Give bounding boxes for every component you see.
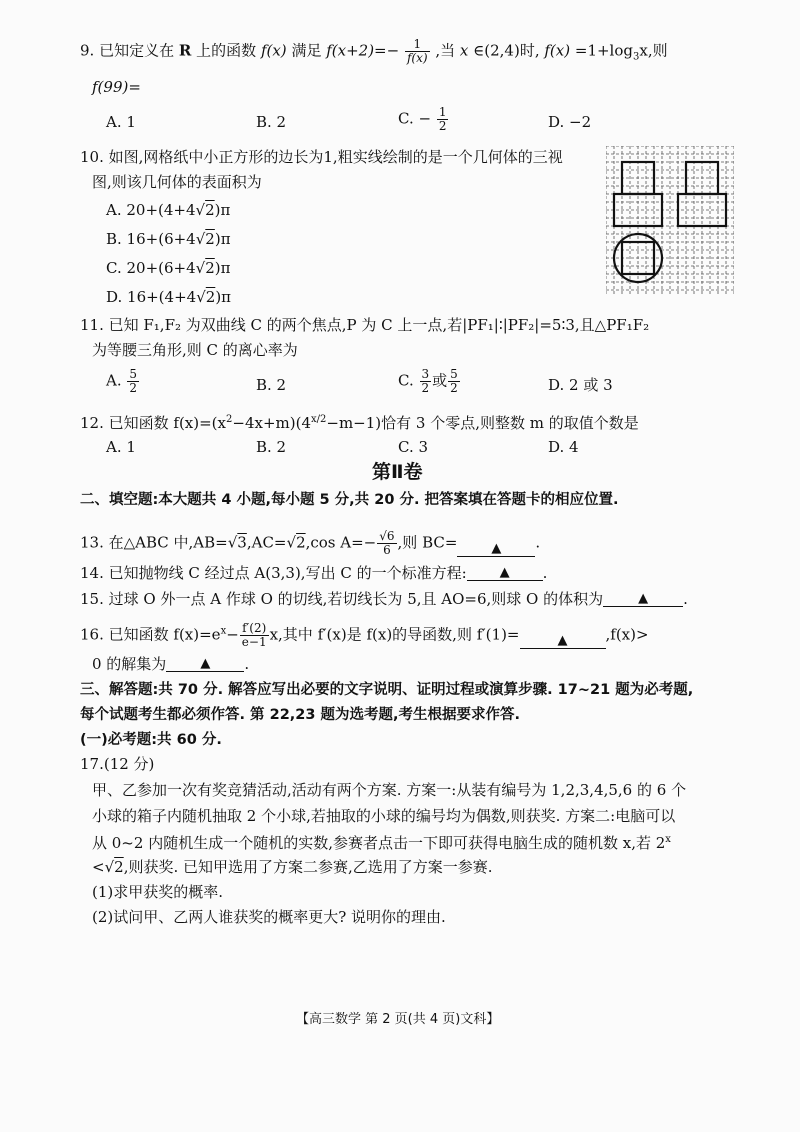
q17-part2: (2)试问甲、乙两人谁获奖的概率更大? 说明你的理由. bbox=[92, 908, 446, 926]
q15-text: 15. 过球 O 外一点 A 作球 O 的切线,若切线长为 5,且 AO=6,则球 O 的体积为 bbox=[80, 590, 604, 608]
q16-line2-text: 0 的解集为 bbox=[92, 655, 167, 673]
q12-sup-frac: x/2 bbox=[311, 414, 327, 425]
q9-frac-num: 1 bbox=[405, 38, 430, 52]
q13-answer-blank[interactable]: ▲ bbox=[457, 541, 535, 557]
required-part-header: (一)必考题:共 60 分. bbox=[80, 732, 222, 748]
q11-option-c bbox=[398, 368, 461, 395]
q11-option-d: D. 2 或 3 bbox=[548, 376, 613, 394]
q17-line3 bbox=[92, 836, 671, 851]
q9-text-a: 已知定义在 bbox=[99, 41, 175, 60]
q14-text: 14. 已知抛物线 C 经过点 A(3,3),写出 C 的一个标准方程: bbox=[80, 564, 467, 582]
q12-option-a: A. 1 bbox=[106, 438, 136, 456]
q12-mid: −4x+m)(4 bbox=[232, 414, 311, 432]
q11-line1: 11. 已知 F₁,F₂ 为双曲线 C 的两个焦点,P 为 C 上一点,若|PF₁|∶|PF₂|=5∶3,且△PF₁F₂ bbox=[80, 316, 650, 334]
q11-a-fraction bbox=[127, 368, 139, 395]
q13-mid2: ,cos A=− bbox=[305, 533, 377, 552]
q17-l4-rad: 2 bbox=[114, 858, 124, 876]
part2-title: 第Ⅱ卷 bbox=[372, 461, 423, 483]
q16-answer-blank-1[interactable]: ▲ bbox=[520, 633, 606, 649]
q9-x: x bbox=[459, 41, 469, 60]
q10-d-rad: 2 bbox=[205, 288, 216, 306]
q9-frac-den: f(x) bbox=[406, 51, 428, 66]
q13-pre: 13. 在△ABC 中,AB= bbox=[80, 533, 228, 552]
q17-l4-pre: < bbox=[92, 858, 105, 876]
q9-option-b: B. 2 bbox=[256, 113, 287, 131]
q10-option-c: C. 20+(6+4√2)π bbox=[106, 259, 231, 277]
q10-option-d: D. 16+(4+4√2)π bbox=[106, 288, 232, 306]
q10-line2: 图,则该几何体的表面积为 bbox=[92, 173, 262, 191]
q10-b-rad: 2 bbox=[205, 230, 215, 248]
q12-pre: 12. 已知函数 f(x)=(x bbox=[80, 414, 226, 432]
q11-c-den2: 2 bbox=[450, 381, 458, 396]
q16-answer-blank-2[interactable]: ▲ bbox=[166, 656, 244, 672]
q9-fraction bbox=[405, 38, 430, 65]
three-view-figure bbox=[606, 146, 734, 294]
q9-option-a: A. 1 bbox=[106, 113, 136, 131]
q16-supx: x bbox=[220, 625, 227, 637]
q9-text-f: =1+log bbox=[574, 41, 633, 60]
q9-text-e: ∈(2,4)时, bbox=[473, 41, 540, 60]
q17-l3-sup: x bbox=[665, 834, 671, 845]
q11-option-a bbox=[106, 368, 140, 395]
q9-optc-den: 2 bbox=[438, 119, 447, 134]
q9-text-g: x,则 bbox=[639, 41, 668, 60]
q11-a-den: 2 bbox=[129, 381, 138, 396]
q9-option-c bbox=[398, 106, 449, 133]
q14-answer-blank[interactable]: ▲ bbox=[467, 565, 543, 581]
q13-frac-num: √6 bbox=[379, 529, 395, 543]
q10-a-rad: 2 bbox=[205, 201, 215, 219]
q17-l3-pre: 从 0~2 内随机生成一个随机的实数,参赛者点击一下即可获得电脑生成的随机数 x,若 2 bbox=[92, 834, 666, 852]
q9-text-d: ,当 bbox=[435, 41, 456, 60]
q13-post: ,则 BC= bbox=[397, 533, 458, 552]
q9-optc-num: 1 bbox=[438, 105, 447, 119]
q9-line1 bbox=[80, 38, 668, 65]
q9-option-c-label: C. − bbox=[398, 109, 432, 128]
q13-line: 13. 在△ABC 中,AB=√3,AC=√2,cos A=− $\frac{√6}{6}$ ,则 BC= ▲ . bbox=[80, 529, 541, 558]
q10-a-post: )π bbox=[214, 201, 231, 219]
q17-part1: (1)求甲获奖的概率. bbox=[92, 883, 224, 901]
q17-line2: 小球的箱子内随机抽取 2 个小球,若抽取的小球的编号均为偶数,则获奖. 方案二:电脑可以 bbox=[92, 807, 676, 825]
page-footer: 【高三数学 第 2 页(共 4 页)文科】 bbox=[296, 1012, 500, 1027]
section3-header-line1: 三、解答题:共 70 分. 解答应写出必要的文字说明、证明过程或演算步骤. 17~21 题为必考题, bbox=[80, 682, 694, 698]
q16-frac-num: f′(2) bbox=[240, 622, 269, 636]
q17-head: 17.(12 分) bbox=[80, 755, 155, 773]
q11-line2: 为等腰三角形,则 C 的离心率为 bbox=[92, 341, 298, 359]
q13-rad1: 3 bbox=[237, 533, 247, 552]
q10-option-a: A. 20+(4+4√2)π bbox=[106, 201, 231, 219]
q13-rad2: 2 bbox=[296, 533, 306, 552]
q9-text-c: 满足 bbox=[291, 41, 322, 60]
q9-fx: f(x) bbox=[260, 41, 287, 60]
q13-mid: ,AC= bbox=[246, 533, 287, 552]
q13-frac-den: 6 bbox=[383, 543, 391, 558]
q9-option-d: D. −2 bbox=[548, 113, 592, 131]
q16-frac-den: e−1 bbox=[241, 635, 267, 650]
q9-eq-left: f(x+2)=− bbox=[326, 41, 400, 60]
q16-fraction bbox=[240, 622, 269, 649]
q16-pre: 16. 已知函数 f(x)=e bbox=[80, 625, 221, 644]
q15-end: . bbox=[683, 590, 688, 608]
q10-a-pre: A. 20+(4+4 bbox=[106, 201, 196, 219]
q11-a-label: A. bbox=[106, 371, 122, 390]
q16-line1 bbox=[80, 622, 649, 649]
q17-l4-post: ,则获奖. 已知甲选用了方案二参赛,乙选用了方案一参赛. bbox=[123, 858, 493, 876]
q11-c-label: C. bbox=[398, 371, 414, 390]
q11-c-num2: 5 bbox=[450, 367, 458, 381]
q11-a-num: 5 bbox=[129, 367, 138, 381]
q10-d-pre: D. 16+(4+4 bbox=[106, 288, 197, 306]
q11-c-or: 或 bbox=[432, 371, 448, 390]
q10-line1: 10. 如图,网格纸中小正方形的边长为1,粗实线绘制的是一个几何体的三视 bbox=[80, 148, 563, 166]
section3-header-line2: 每个试题考生都必须作答. 第 22,23 题为选考题,考生根据要求作答. bbox=[80, 707, 521, 723]
q13-end: . bbox=[535, 533, 541, 552]
q13-fraction bbox=[377, 530, 396, 557]
section2-header: 二、填空题:本大题共 4 小题,每小题 5 分,共 20 分. 把答案填在答题卡的相应位置. bbox=[80, 492, 619, 508]
q10-b-pre: B. 16+(6+4 bbox=[106, 230, 196, 248]
q14-line bbox=[80, 565, 547, 581]
q17-line4: <√2,则获奖. 已知甲选用了方案二参赛,乙选用了方案一参赛. bbox=[92, 858, 493, 876]
q12-line bbox=[80, 416, 639, 431]
q12-option-d: D. 4 bbox=[548, 438, 579, 456]
q9-line2: f(99)= bbox=[92, 78, 141, 96]
q10-option-b: B. 16+(6+4√2)π bbox=[106, 230, 231, 248]
q9-option-c-fraction bbox=[437, 106, 449, 133]
q16-minus: − bbox=[226, 625, 239, 644]
q9-set-R: R bbox=[178, 41, 192, 60]
q15-line bbox=[80, 591, 688, 607]
q11-c-num1: 3 bbox=[421, 367, 430, 381]
q17-line1: 甲、乙参加一次有奖竞猜活动,活动有两个方案. 方案一:从装有编号为 1,2,3,4,5,6 的 6 个 bbox=[92, 781, 687, 799]
q15-answer-blank[interactable]: ▲ bbox=[603, 591, 683, 607]
q12-post: −m−1)恰有 3 个零点,则整数 m 的取值个数是 bbox=[326, 414, 639, 432]
q16-mid: x,其中 f′(x)是 f(x)的导函数,则 f′(1)= bbox=[269, 625, 520, 644]
q9-log-base: 3 bbox=[633, 51, 640, 63]
q14-end: . bbox=[542, 564, 548, 582]
q16-tail: ,f(x)> bbox=[605, 625, 649, 644]
q16-line2 bbox=[92, 656, 249, 672]
q16-end: . bbox=[244, 655, 250, 673]
q10-c-pre: C. 20+(6+4 bbox=[106, 259, 196, 277]
q11-c-den1: 2 bbox=[421, 381, 430, 396]
q12-sup2: 2 bbox=[226, 414, 233, 425]
q10-d-post: )π bbox=[215, 288, 232, 306]
q9-number: 9. bbox=[80, 41, 95, 60]
q12-option-c: C. 3 bbox=[398, 438, 429, 456]
q10-b-post: )π bbox=[214, 230, 231, 248]
q11-option-b: B. 2 bbox=[256, 376, 287, 394]
q10-c-rad: 2 bbox=[205, 259, 215, 277]
q12-option-b: B. 2 bbox=[256, 438, 287, 456]
q11-c-fraction-2 bbox=[448, 368, 460, 395]
q10-c-post: )π bbox=[214, 259, 231, 277]
q11-c-fraction-1 bbox=[420, 368, 432, 395]
q9-text-b: 上的函数 bbox=[196, 41, 257, 60]
q9-fx2: f(x) bbox=[544, 41, 571, 60]
